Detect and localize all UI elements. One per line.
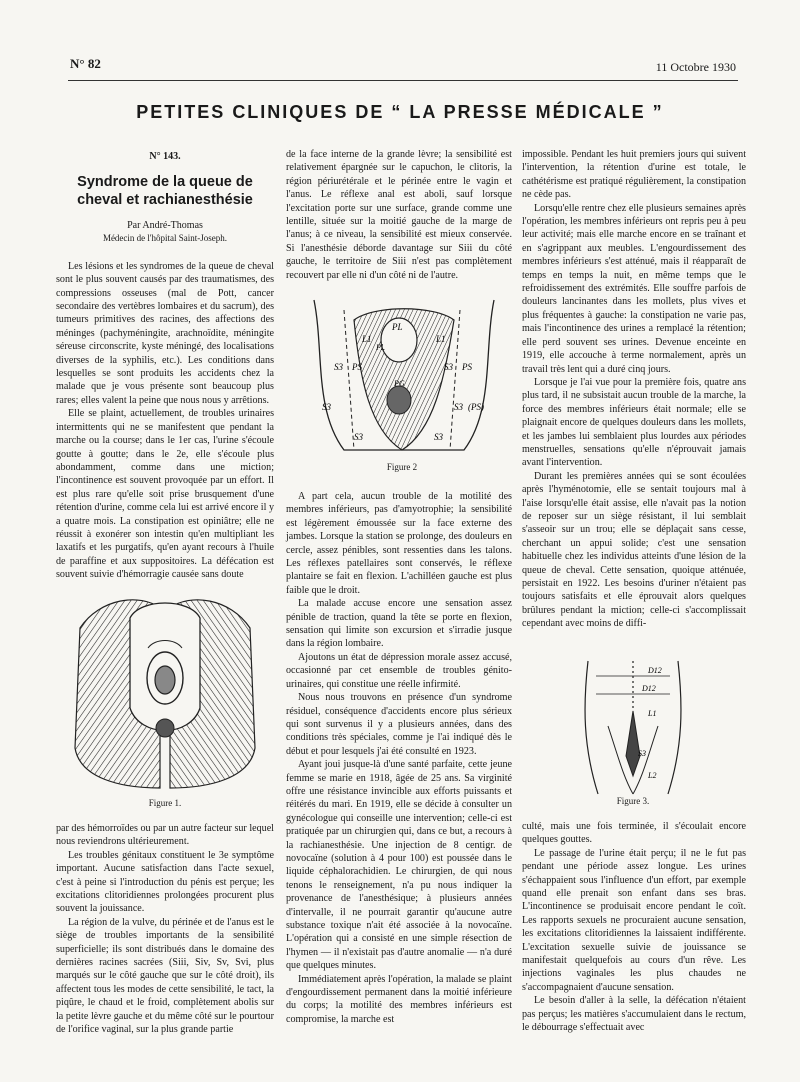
issue-number: N° 82 [70,56,101,71]
fig2-label-s3-right: S3 [444,362,453,372]
fig2-label-l1-left: L1 [362,334,372,344]
paragraph: Immédiatement après l'opération, la malade se plaint d'engourdissement permanent dans la moitié inférieure du corps; la motilité des membres inférieurs est compromise, la marche est [286,973,512,1025]
section-banner: PETITES CLINIQUES DE “ LA PRESSE MÉDICALE ” [136,102,664,122]
paragraph: Ayant joui jusque-là d'une santé parfaite, cette jeune femme se marie en 1918, âgée de 25 ans. Sa virginité offre une résistance invincible aux efforts puissants et réitérés du mari. En 1919, elle se décide à consulter un gynécologue qui conseille une intervention; celle-ci est pratiquée par un chirurgien qui, dans ce but, a recours à la rachianesthésie. Une injection de 8 centigr. de novocaïne (solution à 4 pour 100) est poussée dans le liquide céphalorachidien. Le chirurgien, de qui nous tenons le renseignement, n'a pu nous indiquer la provenance de l'anesthésique; à plusieurs années d'intervalle, il ne pourrait garantir qu'aucune autre substance toxique n'ait été associée à la novocaïne. L'opération qui a consisté en une simple résection de l'hymen — il n'existait pas d'autre anomalie — n'a duré que quelques minutes. [286,759,512,972]
fig3-label-s3: S3 [638,749,646,758]
fig2-label-ps-paren: (PS) [468,402,484,412]
fig2-label-ps-right: PS [462,362,472,372]
figure-1-drawing [60,588,270,798]
figure-2 [294,290,510,472]
paragraph: La malade accuse encore une sensation assez pénible de traction, quand la tête se porte en flexion, sensation qui limite son excursion et s'irradie jusque dans la région lombaire. [286,598,512,650]
paragraph: Ajoutons un état de dépression morale assez accusé, occasionné par cet ensemble de troubles génito-urinaires, qui constitue une réelle infirmité. [286,651,512,690]
paragraph: de la face interne de la grande lèvre; la sensibilité est relativement épargnée sur le capuchon, le clitoris, la région périurétérale et le périnée entre le vagin et l'anus. Le réflexe anal est aboli, sauf lorsque l'excitation porte sur une surface, grande comme une lentille, située sur la moitié gauche de la marge de l'anus; à ce niveau, la sensibilité est mieux conservée. Si l'anesthésie déborde davantage sur Siii du côté gauche, le territoire de Siii n'est pas complètement recouvert par elle ni d'un côté ni de l'autre. [286,149,512,281]
paragraph: impossible. Pendant les huit premiers jours qui suivent l'intervention, la rétention d'urine est totale, le cathétérisme est pratiqué régulièrement, la constipation ne cède pas. [522,149,746,201]
figure-3-drawing [578,656,688,796]
fig3-label-l2: L2 [648,771,657,780]
paragraph: A part cela, aucun trouble de la motilité des membres inférieurs, pas d'amyotrophie; la sensibilité est légèrement émoussée sur la face externe des jambes. Lorsque la station se prolonge, des douleurs en cercle, assez pénibles, sont ressenties dans les talons. Les réflexes patellaires sont conservés, le réflexe plantaire se fait en flexion. L'achilléen gauche est plus faible que le droit. [286,491,512,596]
paragraph: Elle se plaint, actuellement, de troubles urinaires intermittents qui ne se manifestent que pendant la marche ou la course; dans le 1er cas, l'urine s'écoule goutte à goutte; dans le 2e, elle s'écoule plus abondamment, comme dans une miction; l'incontinence est souvent provoquée par un effort. Il est plus rare qu'elle soit prise brusquement d'une rétention d'urine, comme cela lui est arrivé encore il y a quatre mois. La constipation est opiniâtre; elle ne réussit à exonérer son intestin qu'en multipliant les laxatifs et les purgatifs, qu'en ayant recours à l'huile de paraffine et aux suppositoires. La défécation est souvent suivie d'hémorragie causée sans doute [56,408,274,581]
article-number: N° 143. [149,151,181,162]
figure-2-caption: Figure 2 [386,462,418,472]
article-affiliation: Médecin de l'hôpital Saint-Joseph. [102,233,228,244]
figure-2-drawing [294,290,510,462]
column-2-continued [286,490,512,1026]
article-author: Par André-Thomas [127,220,203,232]
column-3 [522,148,746,631]
paragraph: Lorsque je l'ai vue pour la première fois, quatre ans plus tard, il ne subsistait aucun trouble de la marche, la force des membres inférieurs était normale; elle se plaignait encore de quelques douleurs dans les mollets, et les jambes lui semblaient plus lourdes aux périodes menstruelles, sensations qu'elle n'éprouvait jamais avant l'intervention. [522,376,746,469]
figure-3-caption: Figure 3. [616,796,650,806]
fig2-label-s3-left: S3 [334,362,343,372]
paragraph: Le besoin d'aller à la selle, la défécation n'étaient pas perçus; les matières s'accumulaient dans le rectum, le débourrage s'effectuait avec [522,995,746,1034]
paragraph: par des hémorroïdes ou par un autre facteur sur lequel nous reviendrons ultérieurement. [56,823,274,848]
figure-1 [60,588,270,808]
paragraph: culté, mais une fois terminée, il s'écoulait encore quelques gouttes. [522,821,746,846]
fig2-label-l1-right: L1 [436,334,446,344]
fig2-label-pg: PG [394,379,405,388]
column-3-continued [522,820,746,1035]
fig2-label-s3-lower-left: S3 [322,402,331,412]
fig2-label-ps-left: PS [352,362,362,372]
fig2-label-pl: PL [392,322,403,332]
paragraph: Nous nous trouvons en présence d'un syndrome résiduel, conséquence d'accidents encore plus sérieux qui sont survenus il y a plusieurs années, dans des conditions très spéciales, comme je l'ai indiqué dès le début et pour lesquels j'ai été consulté en 1923. [286,692,512,757]
fig2-label-s3-bottom-left: S3 [354,432,363,442]
paragraph: La région de la vulve, du périnée et de l'anus est le siège de troubles importants de la sensibilité superficielle; ils sont distribués dans le domaine des dernières racines sacrées (Siii, Siv, Sv, Svi, plus marqués sur le côté gauche que sur le côté droit), ils affectent tous les modes de cette sensibilité, le tact, la piqûre, le chaud et le froid, complètement abolis sur la petite lèvre gauche et du même côté sur le pourtour de l'orifice vaginal, sur la plus grande partie [56,916,274,1036]
column-2 [286,148,512,282]
article-title: Syndrome de la queue de cheval et rachianesthésie [77,174,253,209]
header-rule [68,80,738,81]
column-1 [56,150,274,582]
fig2-label-pl-small: Pl. [376,343,386,352]
figure-1-caption: Figure 1. [148,798,182,808]
paragraph: Durant les premières années qui se sont écoulées après l'hyménotomie, elle se sentait toujours mal à l'aise lorsqu'elle était assise, elle n'avait pas la notion de reposer sur un siège résistant, il lui semblait s'asseoir sur un trou; elle se déplaçait sans cesse, cherchant un appui solide; c'est une sensation habituelle chez les individus atteints d'une lésion de la queue de cheval. Cette sensation, quoique atténuée, persistait en 1922. Les besoins d'uriner n'étaient pas toujours satisfaits et elle éprouvait alors quelques brûlures pendant la miction; celle-ci s'accomplissait cependant avec moins de diffi- [522,470,746,630]
fig3-label-d12: D12 [648,666,662,675]
figure-3 [578,656,688,806]
fig2-label-s3-lower-right: S3 [454,402,463,412]
issue-date: 11 Octobre 1930 [655,60,736,74]
column-1-continued [56,822,274,1037]
paragraph: Les lésions et les syndromes de la queue de cheval sont le plus souvent causés par des traumatismes, des compressions osseuses (mal de Pott, cancer secondaire des vertèbres lombaires et du sacrum), des tumeurs primitives des racines, des affections des méninges (pachyméningite, arachnoïdite, méningite séreuse circonscrite, kyste méningé, des localisations diverses de la syphilis, etc.). Les conditions dans lesquelles se sont produits les accidents chez la malade que je vous présente sont beaucoup plus rares; elles valent la peine que nous nous y arrêtions. [56,260,274,406]
fig3-label-d12-b: D12 [642,684,656,693]
paragraph: Le passage de l'urine était perçu; il ne le fut pas pendant une période assez longue. Les urines s'échappaient sous l'influence d'un effort, par exemple quand elle prenait son enfant dans ses bras. L'incontinence se produisait encore pendant le coït. Les rapports sexuels ne procuraient aucune sensation, les excitations clitoridiennes la laissaient indifférente. L'excitation sexuelle suivie de jouissance se manifestait quelquefois au cours d'un rêve. Les injections vaginales les plus chaudes ne s'accompagnaient d'aucune sensation. [522,847,746,993]
paragraph: Les troubles génitaux constituent le 3e symptôme important. Aucune satisfaction dans l'acte sexuel, c'est à peine si l'introduction du pénis est perçue; les excitations clitoridiennes prolongées procurent plus souvent la jouissance. [56,849,274,915]
fig2-label-s3-bottom-right: S3 [434,432,443,442]
paragraph: Lorsqu'elle rentre chez elle plusieurs semaines après l'opération, les membres inférieurs ont repris peu à peu leur activité; mais elle marche encore en se traînant et en s'agrippant aux meubles. L'engourdissement des membres inférieurs s'est atténué, mais il réapparaît de temps en temps la nuit, en même temps que le refroidissement des extrémités. Elle souffre parfois de douleurs lancinantes dans les mollets, plus vives et plus fréquentes à gauche: la constipation ne varie pas, mais l'incontinence des urines a remplacé la rétention; elle perd souvent ses urines. Devenue enceinte en 1919, elle accouche à terme normalement, après un travail très lent qui a duré cinq jours. [522,202,746,375]
fig3-label-l1: L1 [648,709,657,718]
